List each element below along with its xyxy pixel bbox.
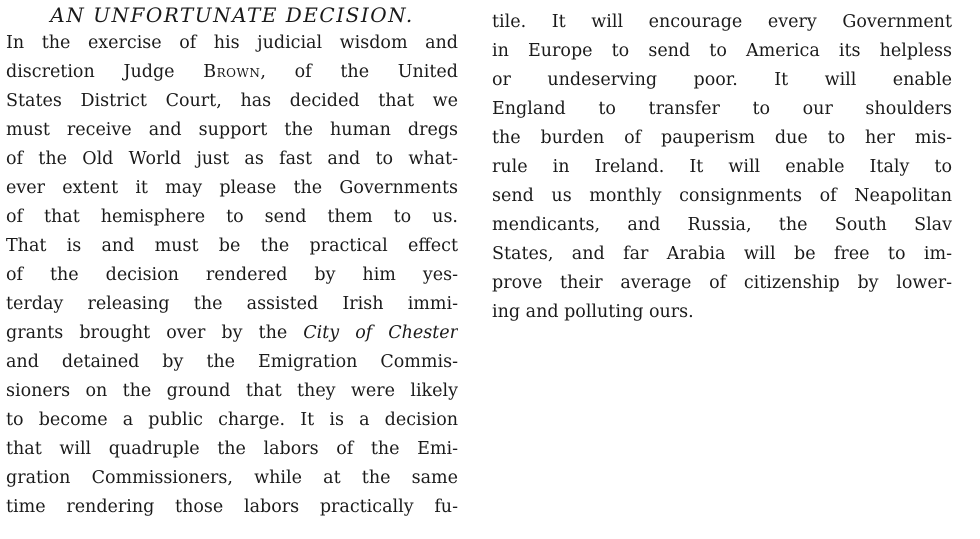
text-segment: grants brought over by the bbox=[6, 323, 304, 343]
text-line: of the Old World just as fast and to what- bbox=[6, 149, 458, 169]
left-column bbox=[6, 0, 458, 522]
text-line: prove their average of citizenship by lower- bbox=[492, 273, 952, 293]
judge-name: Brown bbox=[203, 62, 261, 82]
text-segment: , of the United bbox=[260, 62, 458, 82]
text-line: tile. It will encourage every Government bbox=[492, 12, 952, 32]
text-line: rule in Ireland. It will enable Italy to bbox=[492, 157, 952, 177]
text-line: of the decision rendered by him yes- bbox=[6, 265, 458, 285]
text-line: or undeserving poor. It will enable bbox=[492, 70, 952, 90]
text-segment: discretion Judge bbox=[6, 62, 204, 82]
text-line: that will quadruple the labors of the Emi- bbox=[6, 439, 458, 459]
text-line: the burden of pauperism due to her mis- bbox=[492, 128, 952, 148]
text-line: gration Commissioners, while at the same bbox=[6, 468, 458, 488]
text-line: mendicants, and Russia, the South Slav bbox=[492, 215, 952, 235]
text-line: England to transfer to our shoulders bbox=[492, 99, 952, 119]
article-headline: AN UNFORTUNATE DECISION. bbox=[50, 3, 414, 27]
text-line: of that hemisphere to send them to us. bbox=[6, 207, 458, 227]
text-line: In the exercise of his judicial wisdom and bbox=[6, 33, 458, 53]
text-line: ever extent it may please the Governments bbox=[6, 178, 458, 198]
text-line: in Europe to send to America its helpless bbox=[492, 41, 952, 61]
left-column-body bbox=[6, 29, 458, 522]
ship-name: City of Chester bbox=[303, 323, 458, 343]
text-line: and detained by the Emigration Commis- bbox=[6, 352, 458, 372]
text-line: to become a public charge. It is a decision bbox=[6, 410, 458, 430]
right-column bbox=[492, 0, 952, 327]
text-line: ing and polluting ours. bbox=[492, 302, 694, 322]
text-line bbox=[6, 58, 458, 87]
text-line: terday releasing the assisted Irish immi- bbox=[6, 294, 458, 314]
text-line bbox=[6, 319, 458, 348]
text-line: send us monthly consignments of Neapolitan bbox=[492, 186, 952, 206]
text-line: sioners on the ground that they were likely bbox=[6, 381, 458, 401]
text-line: That is and must be the practical effect bbox=[6, 236, 458, 256]
text-line: States District Court, has decided that we bbox=[6, 91, 458, 111]
text-line: States, and far Arabia will be free to im- bbox=[492, 244, 952, 264]
text-line: time rendering those labors practically fu- bbox=[6, 497, 458, 517]
text-line: must receive and support the human dregs bbox=[6, 120, 458, 140]
